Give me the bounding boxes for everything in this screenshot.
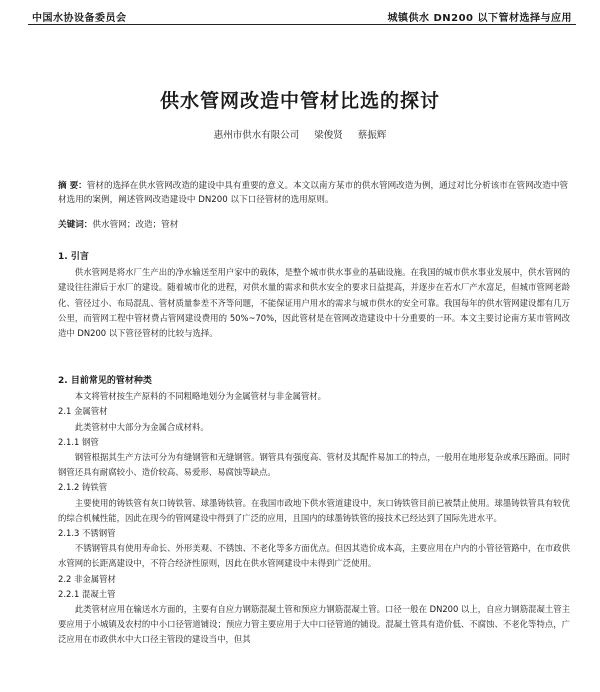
- header-rule: [28, 24, 576, 25]
- author-line: [0, 127, 600, 141]
- paragraph: 供水管网是将水厂生产出的净水输送至用户家中的载体，是整个城市供水事业的基础设施。在我国的城市供水事业发展中，供水管网的建设往往滞后于水厂的建设。随着城市化的进程，对供水量的需求和供水安全的要求日益提高，并逐步在若水厂产水富足，但城市管网老龄化、管径过小、布局混乱、管材质量参差不齐等问题，不能保证用户用水的需求与城市供水的安全可靠。我国每年的供水管网建设都有几万公里，而管网工程中管材费占管网建设费用的 50%~70%，因此管材是在管网改造建设中十分重要的一环。本文主要讨论南方某市管网改造中 DN200 以下管径管材的比较与选择。: [58, 267, 570, 339]
- subsection-heading: 2.2.1 混凝土管: [58, 588, 116, 599]
- paragraph: 主要使用的铸铁管有灰口铸铁管、球墨铸铁管。在我国市政地下供水管道建设中，灰口铸铁管目前已被禁止使用。球墨铸铁管具有较优的综合机械性能，因此在现今的管网建设中得到了广泛的应用，且国内的球墨铸铁管的接技术已经达到了国际先进水平。: [58, 497, 570, 523]
- article-title: 供水管网改造中管材比选的探讨: [159, 90, 440, 112]
- keywords-label: 关键词：: [58, 220, 93, 230]
- subsection-heading: 2.1 金属管材: [58, 406, 108, 417]
- paragraph: 不锈钢管具有使用寿命长、外形美观、不锈蚀、不老化等多方面优点。但因其造价成本高，主要应用在户内的小管径管路中，在市政供水管网的长距离建设中，不符合经济性原则，因此在供水管网建设中未得到广泛使用。: [58, 543, 570, 569]
- abstract-text: 管材的选择在供水管网改造的建设中具有重要的意义。本文以南方某市的供水管网改造为例，通过对比分析该市在管网改造中管材选用的案例，阐述管网改造建设中 DN200 以下口径管材的选用原则。: [58, 181, 569, 205]
- header-right: 城镇供水 DN200 以下管材选择与应用: [387, 13, 572, 24]
- author-name: 梁俊贤: [314, 130, 343, 141]
- subsection-heading: 2.1.2 铸铁管: [58, 482, 108, 493]
- keywords-text: 供水管网；改造；管材: [92, 220, 179, 230]
- abstract: [58, 179, 570, 207]
- section-introduction: [58, 250, 570, 341]
- subsection-heading: 2.2 非金属管材: [58, 573, 116, 584]
- affiliation: 惠州市供水有限公司: [213, 130, 300, 141]
- author-name: 蔡振辉: [357, 130, 387, 141]
- subsection-heading: 2.1.3 不锈钢管: [58, 528, 116, 539]
- paragraph: 此类管材应用在输送水方面的，主要有自应力钢筋混凝土管和预应力钢筋混凝土管。口径一般在 DN200 以上，自应力钢筋混凝土管主要应用于小城镇及农村的中小口径管道铺设；预应力管主要应用于大中口径管道的铺设。混凝土管具有造价低、不腐蚀、不老化等特点，广泛应用在市政供水中大口径主管段的建设当中，但其: [58, 604, 570, 645]
- paragraph: 此类管材中大部分为金属合成材料。: [74, 421, 209, 432]
- subsection-heading: 2.1.1 钢管: [58, 436, 99, 447]
- paragraph: 钢管根据其生产方法可分为有缝钢管和无缝钢管。钢管具有强度高、管材及其配件易加工的特点，一般用在地形复杂或承压路面。同时钢管还具有耐腐较小、造价较高、易爱形、易腐蚀等缺点。: [58, 452, 570, 478]
- abstract-label: 摘 要：: [58, 181, 87, 191]
- header-left: 中国水协设备委员会: [32, 13, 127, 24]
- section-heading: 2. 目前常见的管材种类: [58, 376, 152, 386]
- keywords: [58, 218, 178, 230]
- section-heading: 1. 引言: [58, 252, 89, 262]
- paragraph: 本文将管材按生产原料的不同粗略地划分为金属管材与非金属管材。: [74, 391, 327, 402]
- running-header: [0, 0, 600, 27]
- section-pipe-types: [58, 374, 570, 648]
